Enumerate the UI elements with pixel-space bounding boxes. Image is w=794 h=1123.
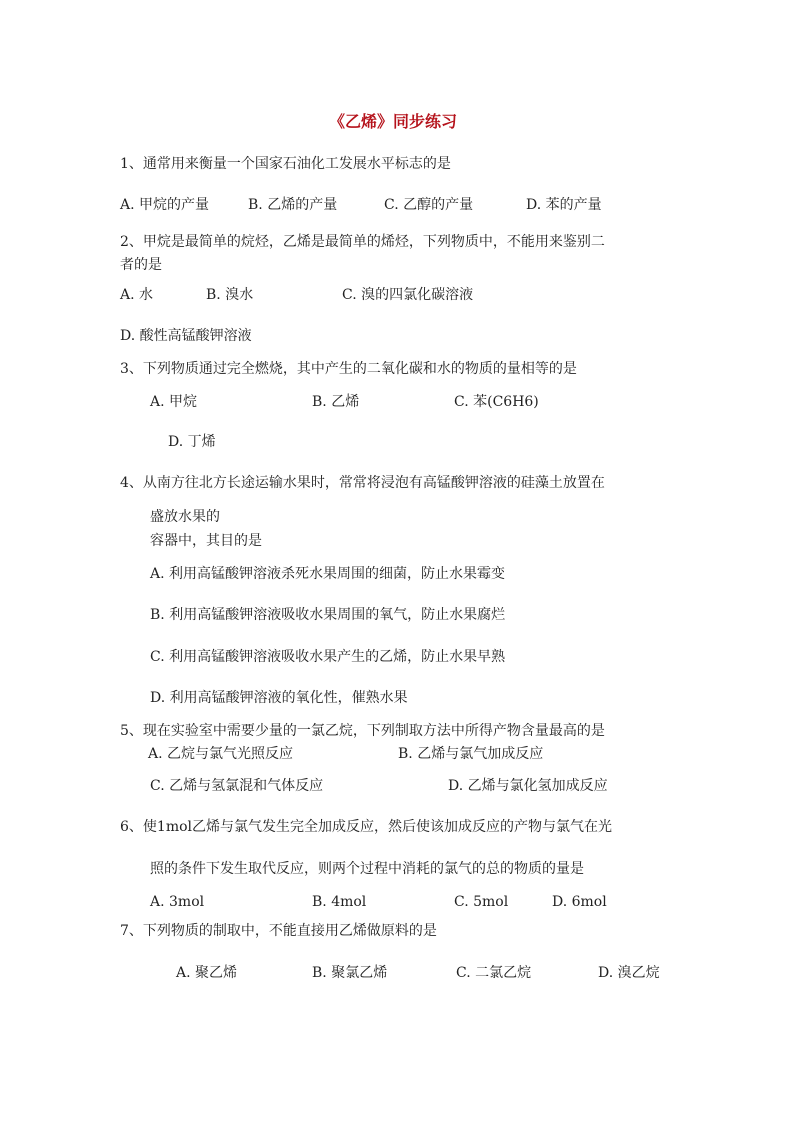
question-1-stem: 1、通常用来衡量一个国家石油化工发展水平标志的是 bbox=[120, 156, 451, 172]
q6-option-c: C. 5mol bbox=[454, 894, 509, 910]
question-5-stem: 5、现在实验室中需要少量的一氯乙烷，下列制取方法中所得产物含量最高的是 bbox=[120, 723, 605, 739]
q2-option-d: D. 酸性高锰酸钾溶液 bbox=[120, 328, 252, 344]
q7-option-a: A. 聚乙烯 bbox=[176, 965, 238, 981]
q5-option-c: C. 乙烯与氢氯混和气体反应 bbox=[150, 778, 324, 794]
q6-option-a: A. 3mol bbox=[150, 894, 205, 910]
q5-option-a: A. 乙烷与氯气光照反应 bbox=[148, 746, 294, 762]
q6-option-d: D. 6mol bbox=[552, 894, 607, 910]
question-2-stem-line-2: 者的是 bbox=[120, 257, 162, 273]
question-4-stem-line-2: 盛放水果的 bbox=[150, 509, 220, 525]
q5-option-b: B. 乙烯与氯气加成反应 bbox=[398, 746, 544, 762]
q3-option-a: A. 甲烷 bbox=[150, 394, 198, 410]
q1-option-d: D. 苯的产量 bbox=[526, 197, 602, 213]
q1-option-b: B. 乙烯的产量 bbox=[248, 197, 338, 213]
q3-option-c: C. 苯(C6H6) bbox=[454, 394, 539, 410]
question-4-stem-line-3: 容器中，其目的是 bbox=[150, 533, 262, 549]
page-title: 《乙烯》同步练习 bbox=[329, 112, 458, 131]
q7-option-d: D. 溴乙烷 bbox=[598, 965, 660, 981]
q7-option-b: B. 聚氯乙烯 bbox=[312, 965, 388, 981]
q2-option-a: A. 水 bbox=[120, 287, 154, 303]
question-6-stem-line-2: 照的条件下发生取代反应，则两个过程中消耗的氯气的总的物质的量是 bbox=[150, 861, 584, 877]
q3-option-b: B. 乙烯 bbox=[312, 394, 360, 410]
question-3-stem: 3、下列物质通过完全燃烧，其中产生的二氧化碳和水的物质的量相等的是 bbox=[120, 361, 577, 377]
q4-option-b: B. 利用高锰酸钾溶液吸收水果周围的氧气，防止水果腐烂 bbox=[150, 607, 506, 623]
q1-option-a: A. 甲烷的产量 bbox=[120, 197, 210, 213]
q7-option-c: C. 二氯乙烷 bbox=[456, 965, 532, 981]
q2-option-b: B. 溴水 bbox=[206, 287, 254, 303]
q1-option-c: C. 乙醇的产量 bbox=[384, 197, 474, 213]
question-6-stem-line-1: 6、使1mol乙烯与氯气发生完全加成反应，然后使该加成反应的产物与氯气在光 bbox=[120, 819, 612, 835]
q5-option-d: D. 乙烯与氯化氢加成反应 bbox=[448, 778, 608, 794]
question-7-stem: 7、下列物质的制取中，不能直接用乙烯做原料的是 bbox=[120, 923, 437, 939]
q6-option-b: B. 4mol bbox=[312, 894, 367, 910]
q3-option-d: D. 丁烯 bbox=[168, 434, 216, 450]
q4-option-d: D. 利用高锰酸钾溶液的氧化性，催熟水果 bbox=[150, 690, 408, 706]
question-2-stem-line-1: 2、甲烷是最简单的烷烃，乙烯是最简单的烯烃，下列物质中，不能用来鉴别二 bbox=[120, 234, 605, 250]
q4-option-a: A. 利用高锰酸钾溶液杀死水果周围的细菌，防止水果霉变 bbox=[150, 566, 506, 582]
q2-option-c: C. 溴的四氯化碳溶液 bbox=[342, 287, 474, 303]
q4-option-c: C. 利用高锰酸钾溶液吸收水果产生的乙烯，防止水果早熟 bbox=[150, 649, 506, 665]
question-4-stem-line-1: 4、从南方往北方长途运输水果时，常常将浸泡有高锰酸钾溶液的硅藻土放置在 bbox=[120, 475, 605, 491]
